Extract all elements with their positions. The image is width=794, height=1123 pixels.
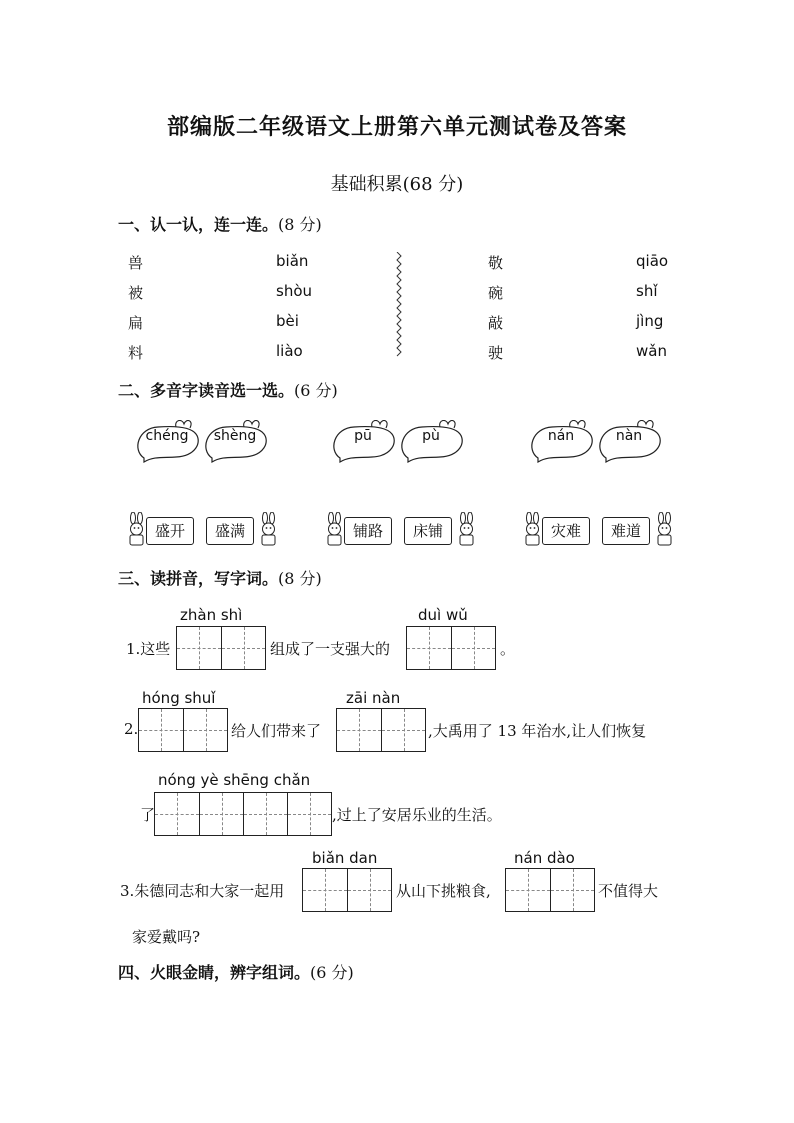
radish-bubble[interactable] (204, 420, 270, 460)
section-2-title: 二、多音字读音选一选。 (118, 381, 295, 400)
sentence-text: ,过上了安居乐业的生活。 (332, 806, 502, 824)
pinyin-prompt: duì wǔ (418, 606, 468, 624)
reading-option: shèng (213, 428, 257, 444)
radish-bubble[interactable] (598, 420, 664, 460)
sentence-text: 1.这些 (126, 640, 171, 658)
word-box: 难道 (602, 517, 650, 545)
section-1-title: 一、认一认，连一连。 (118, 215, 279, 234)
zigzag-divider (396, 252, 402, 358)
sentence-text: 3.朱德同志和大家一起用 (120, 882, 285, 900)
right-pinyin-1: qiāo (636, 252, 669, 270)
left-char-4: 料 (128, 344, 144, 362)
writing-grid[interactable] (154, 792, 332, 836)
reading-option: chéng (145, 428, 189, 444)
pinyin-prompt: nóng yè shēng chǎn (158, 771, 311, 789)
section-1-heading (118, 212, 322, 235)
sentence-text: 。 (500, 640, 516, 658)
page-subtitle: 基础积累(68 分) (330, 174, 464, 195)
word-box: 盛开 (146, 517, 194, 545)
pinyin-prompt: biǎn dan (312, 849, 378, 867)
section-3-heading (118, 566, 322, 589)
left-char-2: 被 (128, 284, 144, 302)
right-char-1: 敬 (488, 254, 504, 272)
left-pinyin-3: bèi (276, 312, 299, 330)
section-4-heading (118, 960, 354, 983)
writing-grid[interactable] (138, 708, 228, 752)
left-pinyin-1: biǎn (276, 252, 309, 270)
radish-bubble[interactable] (136, 420, 202, 460)
radish-bubble[interactable] (530, 420, 596, 460)
reading-option: nàn (615, 428, 643, 444)
right-char-2: 碗 (488, 284, 504, 302)
word-box: 灾难 (542, 517, 590, 545)
sentence-text: 从山下挑粮食, (396, 882, 491, 900)
sentence-text: ,大禹用了 13 年治水,让人们恢复 (428, 722, 647, 740)
writing-grid[interactable] (302, 868, 392, 912)
pinyin-prompt: hóng shuǐ (142, 689, 216, 707)
section-1-points: (8 分) (278, 215, 322, 234)
reading-option: pū (354, 428, 372, 444)
bunny-icon (256, 512, 282, 546)
page-title: 部编版二年级语文上册第六单元测试卷及答案 (166, 114, 627, 140)
right-pinyin-4: wǎn (636, 342, 667, 360)
reading-option: pù (422, 428, 440, 444)
radish-bubble[interactable] (400, 420, 466, 460)
writing-grid[interactable] (406, 626, 496, 670)
sentence-text: 给人们带来了 (231, 722, 322, 740)
pinyin-prompt: zāi nàn (346, 689, 401, 707)
writing-grid[interactable] (505, 868, 595, 912)
writing-grid[interactable] (176, 626, 266, 670)
right-char-3: 敲 (488, 314, 504, 332)
reading-option: nán (547, 428, 575, 444)
sentence-text: 了 (140, 806, 156, 824)
section-3-title: 三、读拼音，写字词。 (118, 569, 279, 588)
right-pinyin-2: shǐ (636, 282, 658, 300)
word-box: 盛满 (206, 517, 254, 545)
left-char-1: 兽 (128, 254, 144, 272)
sentence-text: 组成了一支强大的 (270, 640, 391, 658)
section-2-points: (6 分) (294, 381, 338, 400)
word-box: 铺路 (344, 517, 392, 545)
word-box: 床铺 (404, 517, 452, 545)
section-4-title: 四、火眼金睛，辨字组词。 (118, 963, 311, 982)
left-pinyin-4: liào (276, 342, 303, 360)
bunny-icon (652, 512, 678, 546)
sentence-text: 2. (124, 720, 139, 738)
radish-bubble[interactable] (332, 420, 398, 460)
right-pinyin-3: jìng (636, 312, 664, 330)
writing-grid[interactable] (336, 708, 426, 752)
sentence-text: 家爱戴吗? (132, 928, 201, 946)
left-char-3: 扁 (128, 314, 144, 332)
right-char-4: 驶 (488, 344, 504, 362)
pinyin-prompt: nán dào (514, 849, 575, 867)
bunny-icon (454, 512, 480, 546)
sentence-text: 不值得大 (598, 882, 659, 900)
section-2-heading (118, 378, 338, 401)
pinyin-prompt: zhàn shì (180, 606, 243, 624)
left-pinyin-2: shòu (276, 282, 313, 300)
section-4-points: (6 分) (310, 963, 354, 982)
section-3-points: (8 分) (278, 569, 322, 588)
